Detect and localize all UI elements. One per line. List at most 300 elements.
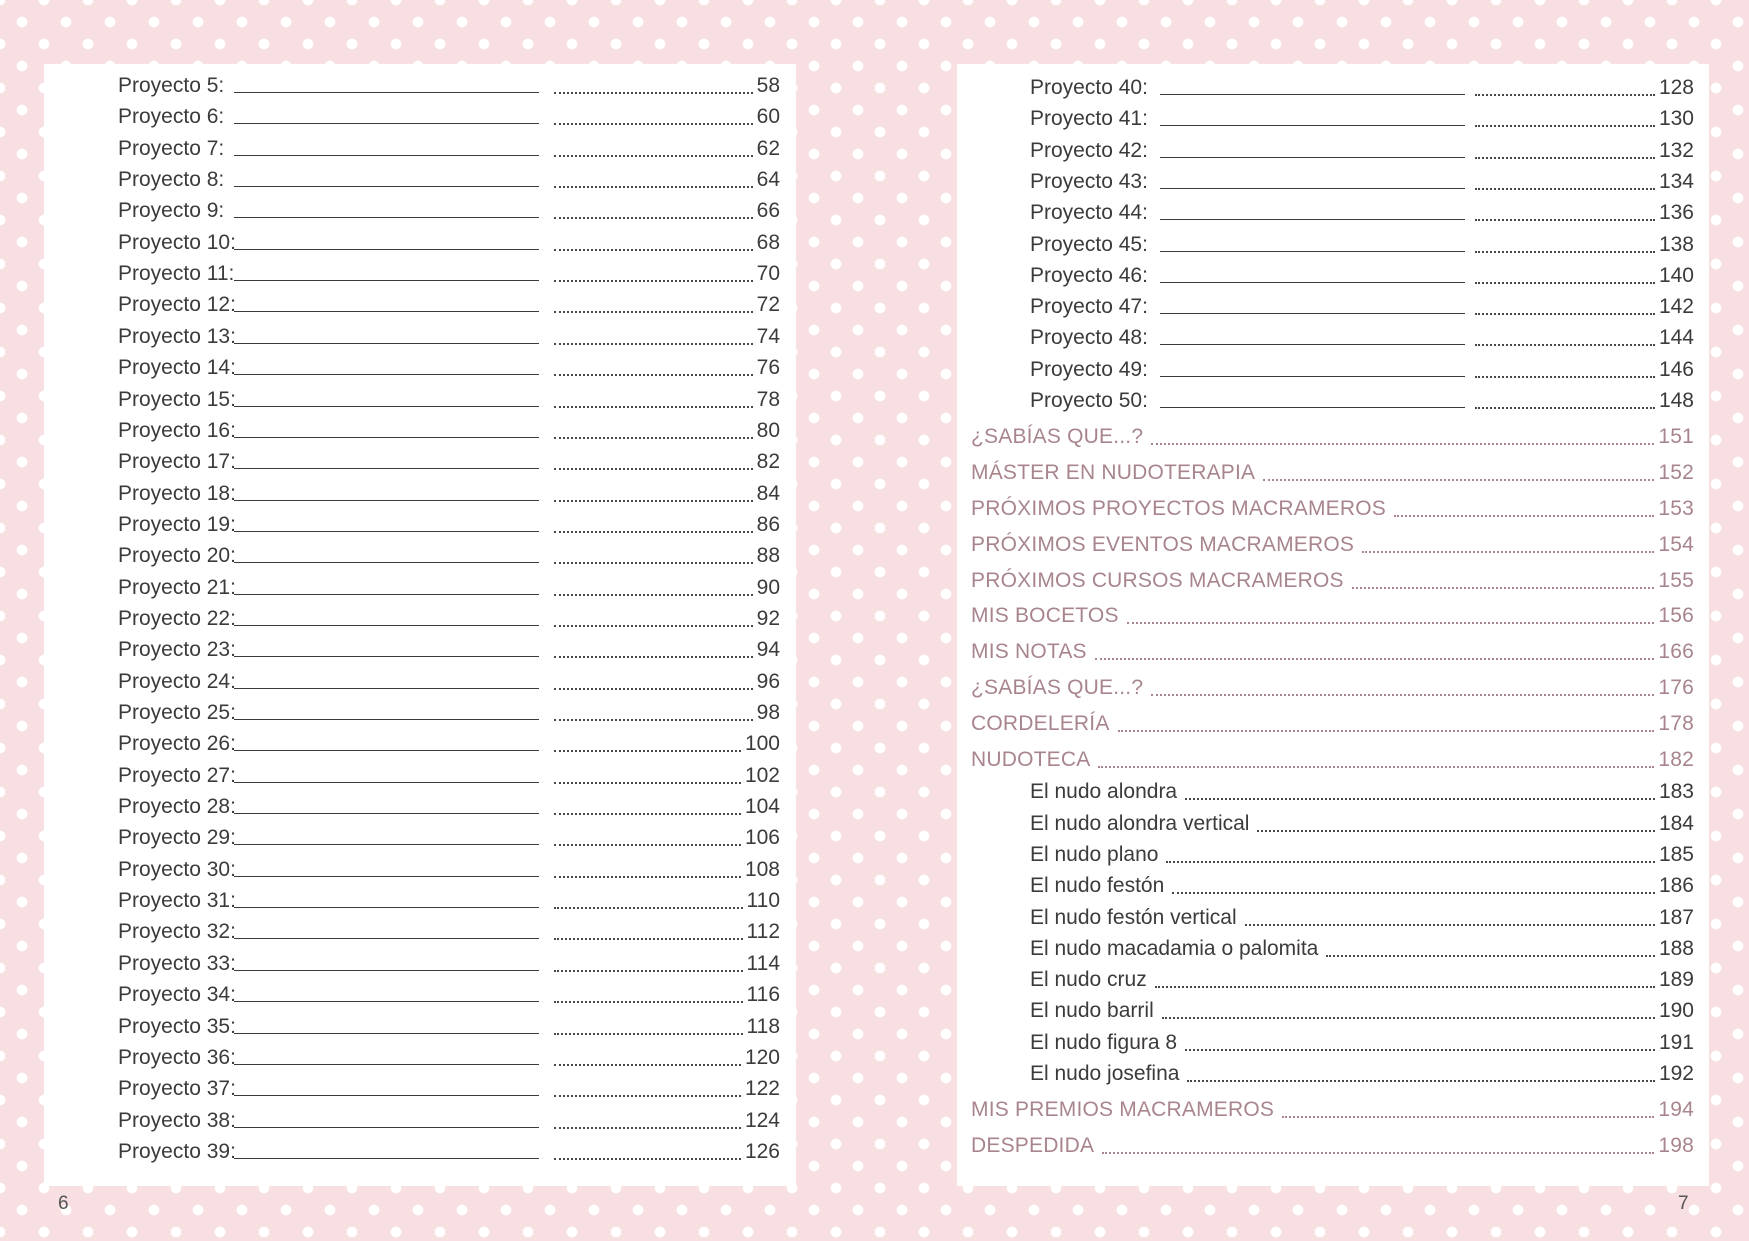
dot-leader [1127,622,1654,624]
toc-entry-page: 134 [1658,169,1694,193]
toc-entry-project[interactable] [957,291,1709,322]
toc-entry-label: Proyecto 15: [118,387,236,411]
toc-entry-label: Proyecto 38: [118,1108,236,1132]
write-in-line[interactable] [1160,407,1465,408]
toc-entry-label: Proyecto 5: [118,74,225,97]
toc-entry-label: Proyecto 41: [1030,107,1148,131]
toc-entry-page: 100 [744,732,780,756]
dot-leader [554,750,741,752]
write-in-line[interactable] [1160,125,1465,126]
toc-entry-label: MÁSTER EN NUDOTERAPIA [971,461,1256,485]
toc-entry-page: 68 [756,230,780,254]
toc-entry-label: PRÓXIMOS EVENTOS MACRAMEROS [971,532,1355,556]
dot-leader [1326,955,1655,957]
toc-entry-page: 189 [1658,968,1694,992]
toc-entry-label: Proyecto 10: [118,230,236,254]
toc-entry-section[interactable] [957,457,1709,488]
toc-entry-section[interactable] [957,421,1709,452]
dot-leader [1475,376,1655,378]
toc-entry-knot[interactable] [957,776,1709,807]
write-in-line[interactable] [234,123,539,124]
toc-entry-label: Proyecto 42: [1030,138,1148,162]
toc-entry-page: 152 [1658,461,1694,485]
dot-leader [1151,694,1654,696]
toc-entry-page: 151 [1658,425,1694,449]
toc-entry-page: 60 [756,105,780,129]
toc-entry-label: Proyecto 28: [118,795,236,819]
toc-entry-page: 88 [756,544,780,568]
toc-entry-project[interactable] [44,885,796,916]
toc-entry-label: Proyecto 36: [118,1045,236,1069]
dot-leader [554,782,741,784]
toc-entry-label: PRÓXIMOS CURSOS MACRAMEROS [971,568,1344,592]
write-in-line[interactable] [234,437,539,438]
toc-entry-project[interactable] [957,103,1709,134]
toc-entry-page: 183 [1658,780,1694,804]
dot-leader [1352,587,1654,589]
toc-entry-page: 192 [1658,1062,1694,1085]
toc-entry-project[interactable] [957,72,1709,103]
toc-entry-page: 86 [756,512,780,536]
write-in-line[interactable] [234,1127,539,1128]
write-in-line[interactable] [1160,94,1465,95]
dot-leader [1475,157,1655,159]
toc-entry-page: 132 [1658,138,1694,162]
write-in-line[interactable] [234,813,539,814]
dot-leader [554,656,753,658]
toc-entry-label: Proyecto 30: [118,857,236,881]
write-in-line[interactable] [234,876,539,877]
toc-entry-page: 176 [1658,675,1694,699]
toc-entry-label: Proyecto 45: [1030,232,1148,256]
toc-entry-project[interactable] [44,728,796,759]
dot-leader [554,531,753,533]
toc-entry-page: 72 [756,293,780,317]
toc-entry-project[interactable] [44,164,796,195]
right-toc-list [957,64,1709,1186]
toc-entry-section[interactable] [957,744,1709,775]
write-in-line[interactable] [234,406,539,407]
toc-entry-page: 74 [756,324,780,348]
dot-leader [1475,407,1655,409]
dot-leader [1475,188,1655,190]
toc-entry-knot[interactable] [957,1027,1709,1058]
toc-entry-project[interactable] [44,321,796,352]
toc-entry-label: Proyecto 48: [1030,326,1148,350]
toc-entry-page: 185 [1658,842,1694,866]
dot-leader [554,280,753,282]
dot-leader [554,907,743,909]
toc-entry-project[interactable] [957,135,1709,166]
write-in-line[interactable] [234,719,539,720]
toc-entry-page: 144 [1658,326,1694,350]
toc-entry-page: 140 [1658,263,1694,287]
toc-entry-project[interactable] [957,322,1709,353]
toc-entry-project[interactable] [44,854,796,885]
toc-entry-project[interactable] [44,352,796,383]
toc-entry-page: 122 [744,1077,780,1101]
toc-entry-project[interactable] [44,289,796,320]
write-in-line[interactable] [1160,344,1465,345]
dot-leader [1187,1080,1655,1082]
toc-entry-section[interactable] [957,1130,1709,1161]
write-in-line[interactable] [234,280,539,281]
toc-entry-label: Proyecto 6: [118,105,225,129]
dot-leader [1102,1152,1654,1154]
write-in-line[interactable] [1160,251,1465,252]
write-in-line[interactable] [1160,313,1465,314]
toc-entry-page: 154 [1658,532,1694,556]
toc-entry-page: 155 [1658,568,1694,592]
toc-entry-label: El nudo alondra [1030,780,1178,804]
write-in-line[interactable] [1160,282,1465,283]
write-in-line[interactable] [234,311,539,312]
toc-entry-page: 114 [746,951,780,975]
toc-entry-label: Proyecto 40: [1030,76,1148,99]
toc-entry-label: Proyecto 46: [1030,263,1148,287]
toc-entry-page: 108 [744,857,780,881]
dot-leader [554,311,753,313]
toc-entry-knot[interactable] [957,870,1709,901]
write-in-line[interactable] [1160,157,1465,158]
dot-leader [1098,766,1654,768]
toc-entry-project[interactable] [44,415,796,446]
write-in-line[interactable] [234,970,539,971]
toc-entry-page: 142 [1658,295,1694,319]
toc-entry-page: 186 [1658,874,1694,898]
dot-leader [554,625,753,627]
toc-entry-project[interactable] [957,229,1709,260]
write-in-line[interactable] [234,625,539,626]
toc-entry-project[interactable] [957,260,1709,291]
toc-entry-label: El nudo macadamia o palomita [1030,936,1319,960]
toc-entry-label: Proyecto 25: [118,701,236,724]
dot-leader [1282,1116,1654,1118]
toc-entry-section[interactable] [957,708,1709,739]
toc-entry-label: Proyecto 17: [118,450,236,474]
toc-entry-project[interactable] [44,1073,796,1104]
toc-entry-project[interactable] [44,1136,796,1167]
dot-leader [554,688,753,690]
toc-entry-label: Proyecto 11: [118,262,235,286]
toc-entry-section[interactable] [957,672,1709,703]
toc-entry-label: Proyecto 29: [118,826,236,850]
toc-entry-page: 58 [756,74,780,97]
toc-entry-label: MIS PREMIOS MACRAMEROS [971,1098,1275,1122]
dot-leader [554,562,753,564]
dot-leader [554,938,743,940]
dot-leader [554,1127,741,1129]
toc-entry-knot[interactable] [957,839,1709,870]
toc-entry-label: El nudo festón vertical [1030,905,1237,929]
dot-leader [1118,730,1654,732]
write-in-line[interactable] [234,374,539,375]
toc-entry-page: 78 [756,387,780,411]
left-page-panel [44,64,796,1186]
toc-entry-page: 82 [756,450,780,474]
dot-leader [1475,282,1655,284]
toc-entry-project[interactable] [44,948,796,979]
toc-entry-page: 106 [744,826,780,850]
toc-entry-label: Proyecto 7: [118,136,225,160]
write-in-line[interactable] [1160,219,1465,220]
toc-entry-project[interactable] [44,1011,796,1042]
toc-entry-page: 110 [746,889,780,913]
toc-entry-page: 124 [744,1108,780,1132]
toc-entry-label: Proyecto 50: [1030,389,1148,412]
toc-entry-label: Proyecto 20: [118,544,236,568]
dot-leader [1162,1017,1655,1019]
dot-leader [1475,94,1655,96]
write-in-line[interactable] [234,155,539,156]
dot-leader [1245,924,1655,926]
write-in-line[interactable] [234,500,539,501]
toc-entry-project[interactable] [44,478,796,509]
write-in-line[interactable] [234,782,539,783]
right-page-panel [957,64,1709,1186]
toc-entry-label: CORDELERÍA [971,711,1110,735]
dot-leader [554,186,753,188]
left-toc-list [44,64,796,1186]
toc-entry-label: El nudo festón [1030,874,1165,898]
toc-entry-label: Proyecto 32: [118,920,236,944]
toc-entry-page: 136 [1658,201,1694,225]
dot-leader [1151,443,1654,445]
toc-entry-project[interactable] [44,1042,796,1073]
toc-entry-label: Proyecto 49: [1030,357,1148,381]
toc-entry-page: 118 [746,1014,780,1038]
write-in-line[interactable] [234,562,539,563]
toc-entry-label: Proyecto 14: [118,356,236,380]
toc-entry-project[interactable] [957,385,1709,416]
toc-entry-label: El nudo alondra vertical [1030,811,1250,835]
toc-entry-page: 104 [744,795,780,819]
write-in-line[interactable] [234,938,539,939]
toc-entry-page: 146 [1658,357,1694,381]
toc-entry-label: Proyecto 16: [118,418,236,442]
toc-entry-label: NUDOTECA [971,747,1091,771]
toc-entry-label: ¿SABÍAS QUE...? [971,675,1144,699]
toc-entry-project[interactable] [44,227,796,258]
toc-entry-label: PRÓXIMOS PROYECTOS MACRAMEROS [971,496,1386,520]
toc-entry-label: El nudo cruz [1030,968,1147,992]
toc-entry-project[interactable] [44,572,796,603]
toc-entry-page: 120 [744,1045,780,1069]
toc-entry-page: 70 [756,262,780,286]
toc-entry-page: 178 [1658,711,1694,735]
dot-leader [1185,1049,1655,1051]
toc-entry-label: Proyecto 34: [118,983,236,1007]
toc-entry-project[interactable] [44,101,796,132]
toc-entry-page: 66 [756,199,780,223]
toc-entry-project[interactable] [44,1105,796,1136]
toc-entry-label: Proyecto 8: [118,168,225,192]
toc-entry-label: Proyecto 12: [118,293,236,317]
toc-entry-knot[interactable] [957,964,1709,995]
toc-entry-project[interactable] [44,603,796,634]
toc-entry-page: 80 [756,418,780,442]
write-in-line[interactable] [234,1001,539,1002]
toc-entry-page: 184 [1658,811,1694,835]
toc-entry-label: El nudo plano [1030,842,1159,866]
toc-entry-project[interactable] [44,791,796,822]
dot-leader [1172,892,1655,894]
dot-leader [554,437,753,439]
toc-entry-page: 187 [1658,905,1694,929]
toc-entry-page: 126 [744,1139,780,1163]
toc-entry-label: El nudo josefina [1030,1062,1180,1085]
toc-entry-page: 96 [756,669,780,693]
write-in-line[interactable] [234,750,539,751]
write-in-line[interactable] [234,1158,539,1159]
write-in-line[interactable] [234,1064,539,1065]
dot-leader [554,1001,743,1003]
left-page-number: 6 [58,1193,69,1214]
write-in-line[interactable] [234,217,539,218]
toc-entry-label: Proyecto 18: [118,481,236,505]
toc-entry-project[interactable] [44,634,796,665]
toc-entry-label: Proyecto 19: [118,512,236,536]
toc-entry-label: Proyecto 9: [118,199,225,223]
toc-entry-label: Proyecto 39: [118,1139,236,1163]
dot-leader [1394,515,1654,517]
dot-leader [1475,251,1655,253]
dot-leader [554,594,753,596]
toc-entry-label: Proyecto 35: [118,1014,236,1038]
write-in-line[interactable] [234,594,539,595]
toc-entry-label: Proyecto 23: [118,638,236,662]
toc-entry-project[interactable] [44,760,796,791]
write-in-line[interactable] [1160,188,1465,189]
toc-entry-label: Proyecto 24: [118,669,236,693]
toc-entry-page: 62 [756,136,780,160]
dot-leader [554,343,753,345]
toc-entry-label: MIS BOCETOS [971,604,1119,628]
toc-entry-label: Proyecto 27: [118,763,236,787]
dot-leader [1475,125,1655,127]
dot-leader [554,155,753,157]
dot-leader [1095,658,1654,660]
toc-entry-project[interactable] [44,258,796,289]
toc-entry-page: 188 [1658,936,1694,960]
toc-entry-label: Proyecto 31: [118,889,236,913]
toc-entry-project[interactable] [957,354,1709,385]
write-in-line[interactable] [234,531,539,532]
toc-entry-page: 198 [1658,1134,1694,1158]
toc-entry-page: 84 [756,481,780,505]
toc-entry-label: El nudo figura 8 [1030,1030,1178,1054]
toc-entry-knot[interactable] [957,902,1709,933]
toc-entry-page: 102 [744,763,780,787]
write-in-line[interactable] [234,249,539,250]
write-in-line[interactable] [234,343,539,344]
toc-entry-project[interactable] [44,446,796,477]
toc-entry-knot[interactable] [957,808,1709,839]
write-in-line[interactable] [234,186,539,187]
toc-entry-knot[interactable] [957,1058,1709,1089]
toc-entry-page: 98 [756,701,780,724]
toc-entry-section[interactable] [957,636,1709,667]
dot-leader [1185,798,1655,800]
toc-entry-page: 166 [1658,640,1694,664]
write-in-line[interactable] [234,844,539,845]
toc-entry-page: 90 [756,575,780,599]
dot-leader [554,374,753,376]
dot-leader [554,1095,741,1097]
toc-entry-project[interactable] [44,384,796,415]
write-in-line[interactable] [234,1095,539,1096]
dot-leader [554,468,753,470]
toc-entry-page: 92 [756,606,780,630]
write-in-line[interactable] [234,656,539,657]
toc-entry-project[interactable] [44,916,796,947]
toc-entry-label: Proyecto 43: [1030,169,1148,193]
toc-entry-project[interactable] [44,540,796,571]
toc-entry-page: 76 [756,356,780,380]
toc-entry-page: 182 [1658,747,1694,771]
toc-entry-project[interactable] [957,197,1709,228]
toc-entry-project[interactable] [44,70,796,101]
toc-entry-label: Proyecto 21: [118,575,236,599]
toc-entry-project[interactable] [44,979,796,1010]
toc-entry-section[interactable] [957,1094,1709,1125]
toc-entry-label: DESPEDIDA [971,1134,1095,1158]
toc-entry-project[interactable] [44,133,796,164]
toc-entry-section[interactable] [957,493,1709,524]
toc-entry-label: Proyecto 13: [118,324,236,348]
toc-entry-page: 156 [1658,604,1694,628]
toc-entry-page: 116 [746,983,780,1007]
toc-entry-page: 191 [1658,1030,1694,1054]
dot-leader [554,1033,743,1035]
toc-entry-project[interactable] [44,822,796,853]
dot-leader [554,123,753,125]
dot-leader [1257,830,1655,832]
write-in-line[interactable] [234,688,539,689]
dot-leader [554,249,753,251]
toc-entry-section[interactable] [957,600,1709,631]
toc-entry-label: Proyecto 47: [1030,295,1148,319]
dot-leader [554,813,741,815]
toc-entry-project[interactable] [44,697,796,728]
write-in-line[interactable] [234,907,539,908]
toc-entry-label: MIS NOTAS [971,640,1087,664]
toc-entry-page: 194 [1658,1098,1694,1122]
right-page-number: 7 [1678,1193,1689,1214]
toc-entry-knot[interactable] [957,995,1709,1026]
toc-entry-section[interactable] [957,529,1709,560]
write-in-line[interactable] [1160,376,1465,377]
toc-entry-label: Proyecto 37: [118,1077,236,1101]
dot-leader [1155,986,1655,988]
toc-entry-page: 128 [1658,76,1694,99]
write-in-line[interactable] [234,92,539,93]
toc-entry-label: Proyecto 33: [118,951,236,975]
toc-entry-project[interactable] [957,166,1709,197]
dot-leader [554,844,741,846]
toc-entry-label: Proyecto 44: [1030,201,1148,225]
toc-entry-project[interactable] [44,666,796,697]
write-in-line[interactable] [234,1033,539,1034]
write-in-line[interactable] [234,468,539,469]
dot-leader [554,970,743,972]
toc-entry-project[interactable] [44,195,796,226]
toc-entry-project[interactable] [44,509,796,540]
toc-entry-section[interactable] [957,565,1709,596]
dot-leader [554,500,753,502]
toc-entry-knot[interactable] [957,933,1709,964]
dot-leader [1475,219,1655,221]
